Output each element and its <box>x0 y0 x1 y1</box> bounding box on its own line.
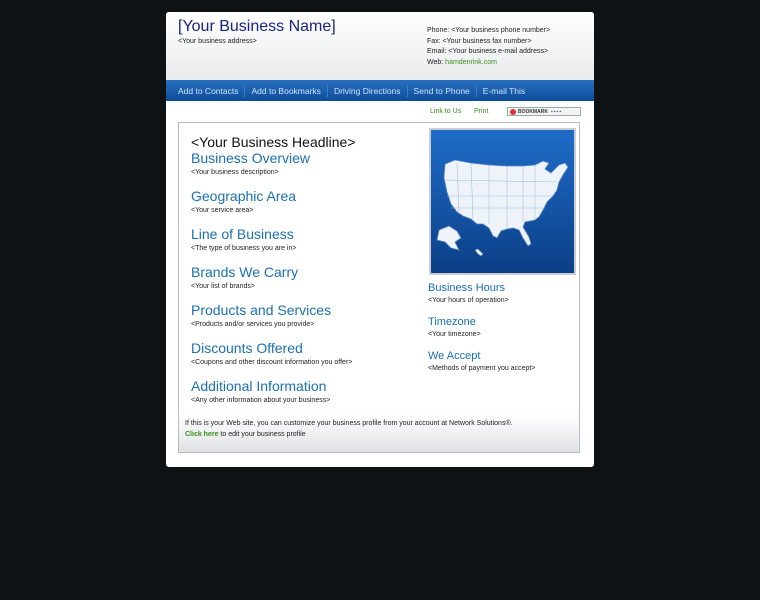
section-title-business-overview: Business Overview <box>191 150 311 166</box>
section-desc-line-of-business: <The type of business you are in> <box>191 245 297 252</box>
bookmark-label: BOOKMARK <box>518 108 548 115</box>
nav-email-this[interactable]: E-mail This <box>482 85 526 96</box>
section-title-geographic-area: Geographic Area <box>191 188 297 204</box>
alaska-shape <box>437 226 461 250</box>
section-title-discounts-offered: Discounts Offered <box>191 340 303 356</box>
page-header <box>166 12 594 80</box>
bookmark-button[interactable] <box>507 107 581 116</box>
usa-map-image <box>429 128 576 275</box>
section-desc-products-and-services: <Products and/or services you provide> <box>191 321 315 328</box>
we-accept-desc: <Methods of payment you accept> <box>428 365 536 372</box>
customize-notice: If this is your Web site, you can customize your business profile from your account at Network Solutions®. <box>185 420 513 427</box>
edit-profile-text: to edit your business profile <box>218 431 306 438</box>
section-title-line-of-business: Line of Business <box>191 226 294 242</box>
customize-footer <box>179 414 579 452</box>
web-link[interactable]: hamdenrink.com <box>445 58 497 66</box>
web-label: Web: <box>427 58 444 66</box>
email-text: Email: <Your business e-mail address> <box>427 48 549 55</box>
business-hours-desc: <Your hours of operation> <box>428 297 509 304</box>
timezone-title: Timezone <box>428 316 476 328</box>
nav-driving-directions[interactable]: Driving Directions <box>328 85 408 97</box>
fax-text: Fax: <Your business fax number> <box>427 37 532 45</box>
section-desc-business-overview: <Your business description> <box>191 169 279 176</box>
section-title-additional-information: Additional Information <box>191 378 327 394</box>
print-link[interactable]: Print <box>474 108 489 115</box>
contact-info <box>427 26 550 68</box>
business-address: <Your business address> <box>178 38 257 45</box>
profile-content-box <box>178 122 580 453</box>
web-row <box>427 58 550 69</box>
section-desc-geographic-area: <Your service area> <box>191 207 254 214</box>
business-hours-title: Business Hours <box>428 282 506 294</box>
nav-send-to-phone[interactable]: Send to Phone <box>408 85 477 97</box>
action-navbar <box>166 80 594 101</box>
phone-text: Phone: <Your business phone number> <box>427 27 551 34</box>
usa-mainland-shape <box>444 160 568 246</box>
section-desc-discounts-offered: <Coupons and other discount information you offer> <box>191 359 353 366</box>
section-title-products-and-services: Products and Services <box>191 302 332 318</box>
click-here-link[interactable]: Click here <box>185 431 219 438</box>
business-headline: <Your Business Headline> <box>191 134 356 150</box>
usa-map-icon <box>431 130 574 273</box>
section-desc-brands-we-carry: <Your list of brands> <box>191 283 255 290</box>
nav-add-to-bookmarks[interactable]: Add to Bookmarks <box>245 85 327 97</box>
social-icons: ▪▪▪▪ <box>551 108 563 115</box>
nav-add-to-contacts[interactable]: Add to Contacts <box>166 85 245 97</box>
business-profile-page <box>166 12 594 467</box>
section-title-brands-we-carry: Brands We Carry <box>191 264 299 280</box>
timezone-desc: <Your timezone> <box>428 331 481 338</box>
hawaii-shape <box>475 249 483 256</box>
business-name: [Your Business Name] <box>178 18 336 35</box>
we-accept-title: We Accept <box>428 350 481 362</box>
bookmark-icon <box>510 109 516 115</box>
link-to-us-link[interactable]: Link to Us <box>430 108 462 115</box>
edit-profile-line <box>185 431 306 438</box>
section-desc-additional-information: <Any other information about your business> <box>191 397 331 404</box>
